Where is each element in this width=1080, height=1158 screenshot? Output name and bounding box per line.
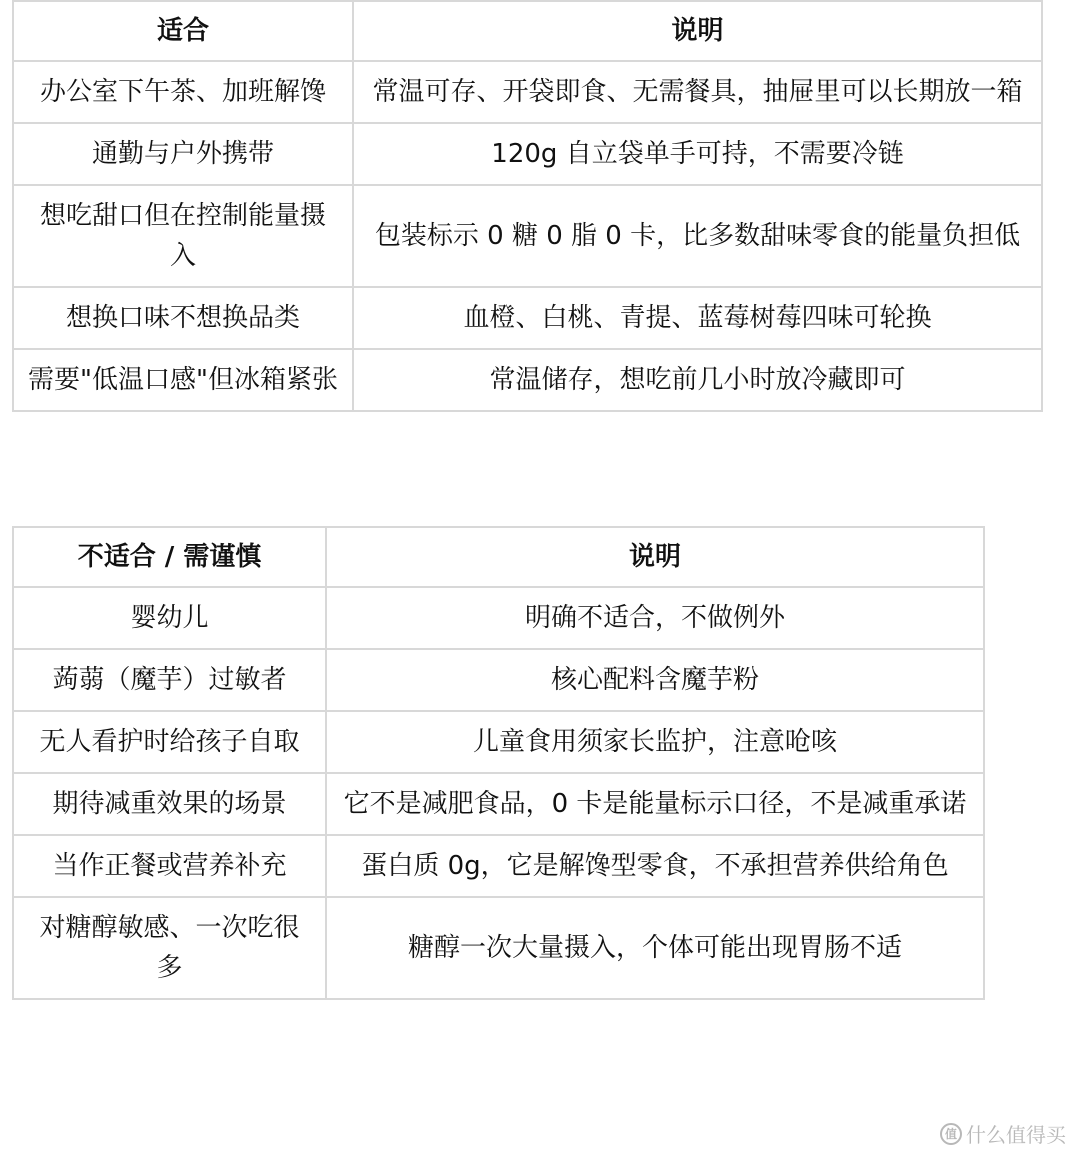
scenario-cell: 期待减重效果的场景 (13, 773, 326, 835)
table-row (13, 123, 1042, 185)
table-row (13, 61, 1042, 123)
table-row (13, 711, 984, 773)
description-cell: 它不是减肥食品，0 卡是能量标示口径，不是减重承诺 (326, 773, 984, 835)
description-cell: 糖醇一次大量摄入，个体可能出现胃肠不适 (326, 897, 984, 999)
description-cell: 蛋白质 0g，它是解馋型零食，不承担营养供给角色 (326, 835, 984, 897)
table-row (13, 349, 1042, 411)
scenario-cell: 想吃甜口但在控制能量摄入 (13, 185, 353, 287)
description-cell: 明确不适合，不做例外 (326, 587, 984, 649)
header-description: 说明 (326, 527, 984, 587)
scenario-cell: 通勤与户外携带 (13, 123, 353, 185)
header-description: 说明 (353, 1, 1042, 61)
table-row (13, 649, 984, 711)
scenario-cell: 无人看护时给孩子自取 (13, 711, 326, 773)
scenario-cell: 当作正餐或营养补充 (13, 835, 326, 897)
scenario-cell: 对糖醇敏感、一次吃很多 (13, 897, 326, 999)
table-header-row (13, 1, 1042, 61)
description-cell: 常温可存、开袋即食、无需餐具，抽屉里可以长期放一箱 (353, 61, 1042, 123)
scenario-cell: 办公室下午茶、加班解馋 (13, 61, 353, 123)
description-cell: 核心配料含魔芋粉 (326, 649, 984, 711)
scenario-cell: 需要"低温口感"但冰箱紧张 (13, 349, 353, 411)
table-row (13, 773, 984, 835)
description-cell: 包装标示 0 糖 0 脂 0 卡，比多数甜味零食的能量负担低 (353, 185, 1042, 287)
suitable-table (12, 0, 1043, 412)
header-suitable: 适合 (13, 1, 353, 61)
description-cell: 常温储存，想吃前几小时放冷藏即可 (353, 349, 1042, 411)
table-header-row (13, 527, 984, 587)
header-unsuitable: 不适合 / 需谨慎 (13, 527, 326, 587)
table-row (13, 287, 1042, 349)
scenario-cell: 婴幼儿 (13, 587, 326, 649)
description-cell: 儿童食用须家长监护，注意呛咳 (326, 711, 984, 773)
watermark-text: 什么值得买 (966, 1123, 1066, 1147)
table-row (13, 587, 984, 649)
scenario-cell: 蒟蒻（魔芋）过敏者 (13, 649, 326, 711)
description-cell: 血橙、白桃、青提、蓝莓树莓四味可轮换 (353, 287, 1042, 349)
table-row (13, 897, 984, 999)
table-row (13, 185, 1042, 287)
scenario-cell: 想换口味不想换品类 (13, 287, 353, 349)
description-cell: 120g 自立袋单手可持，不需要冷链 (353, 123, 1042, 185)
unsuitable-table (12, 526, 985, 1000)
zhi-logo-icon: 值 (940, 1123, 962, 1145)
table-row (13, 835, 984, 897)
watermark (940, 1119, 1066, 1148)
